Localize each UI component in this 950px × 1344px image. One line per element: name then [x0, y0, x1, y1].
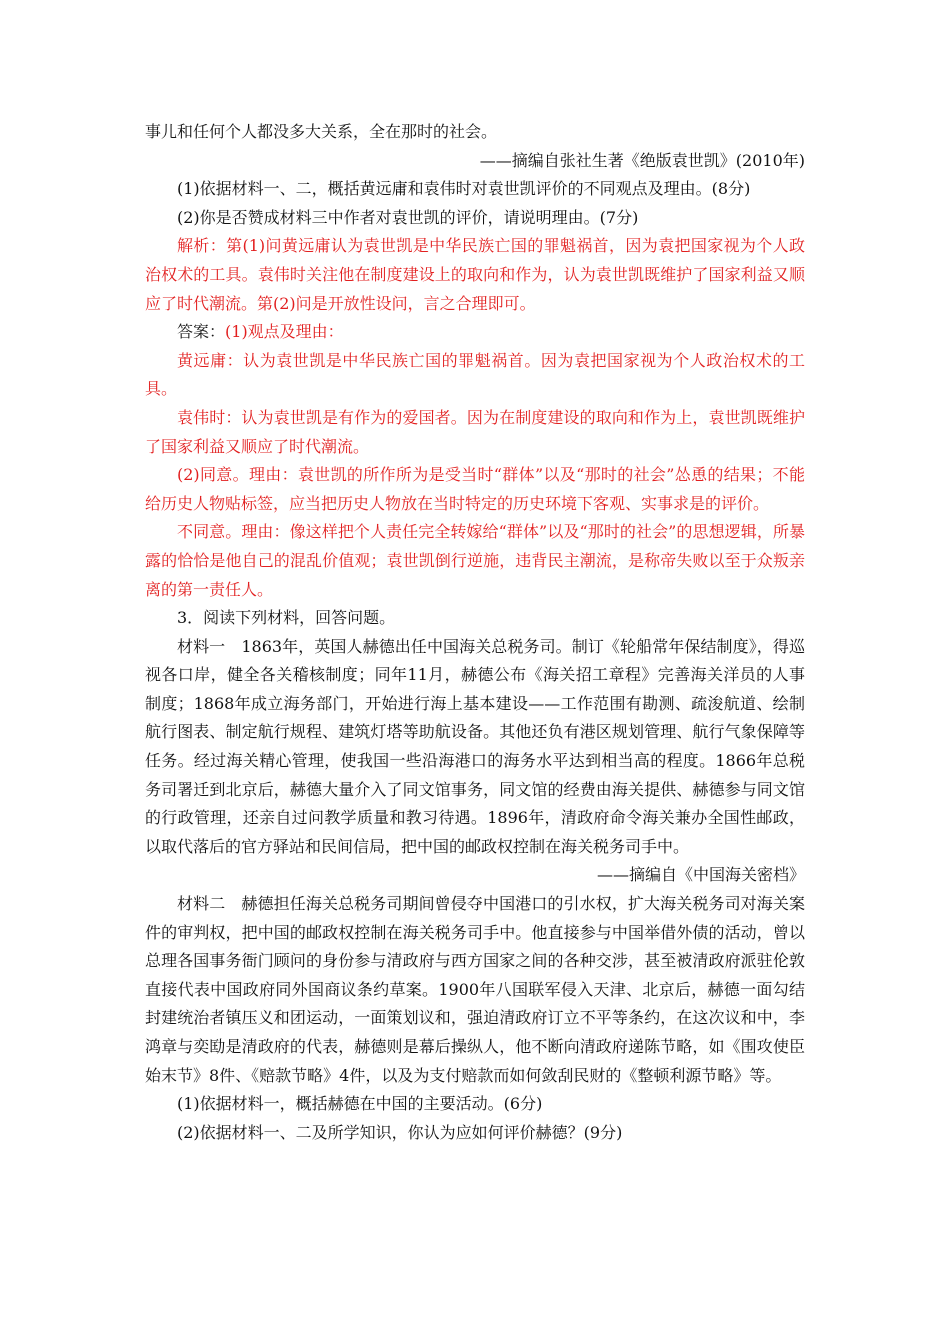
analysis-paragraph [145, 232, 805, 318]
material3-source: ——摘编自张社生著《绝版袁世凯》(2010年) [479, 150, 805, 170]
q3-sub2: (2)依据材料一、二及所学知识，你认为应如何评价赫德？(9分) [177, 1122, 623, 1142]
document-page [145, 118, 805, 1147]
analysis-text: 第(1)问黄远庸认为袁世凯是中华民族亡国的罪魁祸首，因为袁把国家视为个人政治权术的工具。袁伟时关注他在制度建设上的取向和作为，认为袁世凯既维护了国家利益又顺应了时代潮流。第(2)问是开放性设问，言之合理即可。 [145, 236, 805, 313]
answer-sub1: (1)观点及理由： [225, 322, 344, 342]
analysis-label: 解析： [177, 236, 227, 256]
q3-intro: 3．阅读下列材料，回答问题。 [177, 608, 396, 628]
answer-huang: 黄远庸：认为袁世凯是中华民族亡国的罪魁祸首。因为袁把国家视为个人政治权术的工具。 [145, 350, 805, 399]
q3-material1-source: ——摘编自《中国海关密档》 [596, 865, 805, 885]
material3-tail: 事儿和任何个人都没多大关系，全在那时的社会。 [145, 122, 498, 141]
answer-agree: (2)同意。理由：袁世凯的所作所为是受当时“群体”以及“那时的社会”怂恿的结果；不能给历史人物贴标签，应当把历史人物放在当时特定的历史环境下客观、实事求是的评价。 [145, 465, 805, 513]
q3-material1: 材料一 1863年，英国人赫德出任中国海关总税务司。制订《轮船常年保结制度》，得巡视各口岸，健全各关稽核制度；同年11月，赫德公布《海关招工章程》完善海关洋员的人事制度；1868年成立海务部门，开始进行海上基本建设——工作范围有勘测、疏浚航道、绘制航行图表、制定航行规程、建筑灯塔等助航设备。其他还负有港区规划管理、航行气象保障等任务。经过海关精心管理，使我国一些沿海港口的海务水平达到相当高的程度。1866年总税务司署迁到北京后，赫德大量介入了同文馆事务，同文馆的经费由海关提供、赫德参与同文馆的行政管理，还亲自过问教学质量和教习待遇。1896年，清政府命令海关兼办全国性邮政，以取代落后的官方驿站和民间信局，把中国的邮政权控制在海关税务司手中。 [145, 636, 805, 856]
q2-sub1: (1)依据材料一、二，概括黄远庸和袁伟时对袁世凯评价的不同观点及理由。(8分) [177, 179, 751, 199]
answer-label: 答案： [177, 322, 226, 342]
answer-paragraph [145, 318, 805, 347]
q2-sub2: (2)你是否赞成材料三中作者对袁世凯的评价，请说明理由。(7分) [177, 207, 639, 227]
q3-sub1: (1)依据材料一，概括赫德在中国的主要活动。(6分) [177, 1094, 543, 1114]
answer-disagree: 不同意。理由：像这样把个人责任完全转嫁给“群体”以及“那时的社会”的思想逻辑，所暴露的恰恰是他自己的混乱价值观；袁世凯倒行逆施，违背民主潮流，是称帝失败以至于众叛亲离的第一责任人。 [145, 522, 805, 599]
answer-yuan: 袁伟时：认为袁世凯是有作为的爱国者。因为在制度建设的取向和作为上，袁世凯既维护了国家利益又顺应了时代潮流。 [145, 407, 805, 456]
q3-material2: 材料二 赫德担任海关总税务司期间曾侵夺中国港口的引水权，扩大海关税务司对海关案件的审判权，把中国的邮政权控制在海关税务司手中。他直接参与中国举借外债的活动，曾以总理各国事务衙门顾问的身份参与清政府与西方国家之间的各种交涉，甚至被清政府派驻伦敦直接代表中国政府同外国商议条约草案。1900年八国联军侵入天津、北京后，赫德一面勾结封建统治者镇压义和团运动，一面策划议和，强迫清政府订立不平等条约，在这次议和中，李鸿章与奕劻是清政府的代表，赫德则是幕后操纵人，他不断向清政府递陈节略，如《围攻使臣始末节》8件、《赔款节略》4件，以及为支付赔款而如何敛刮民财的《整顿利源节略》等。 [145, 894, 805, 1085]
